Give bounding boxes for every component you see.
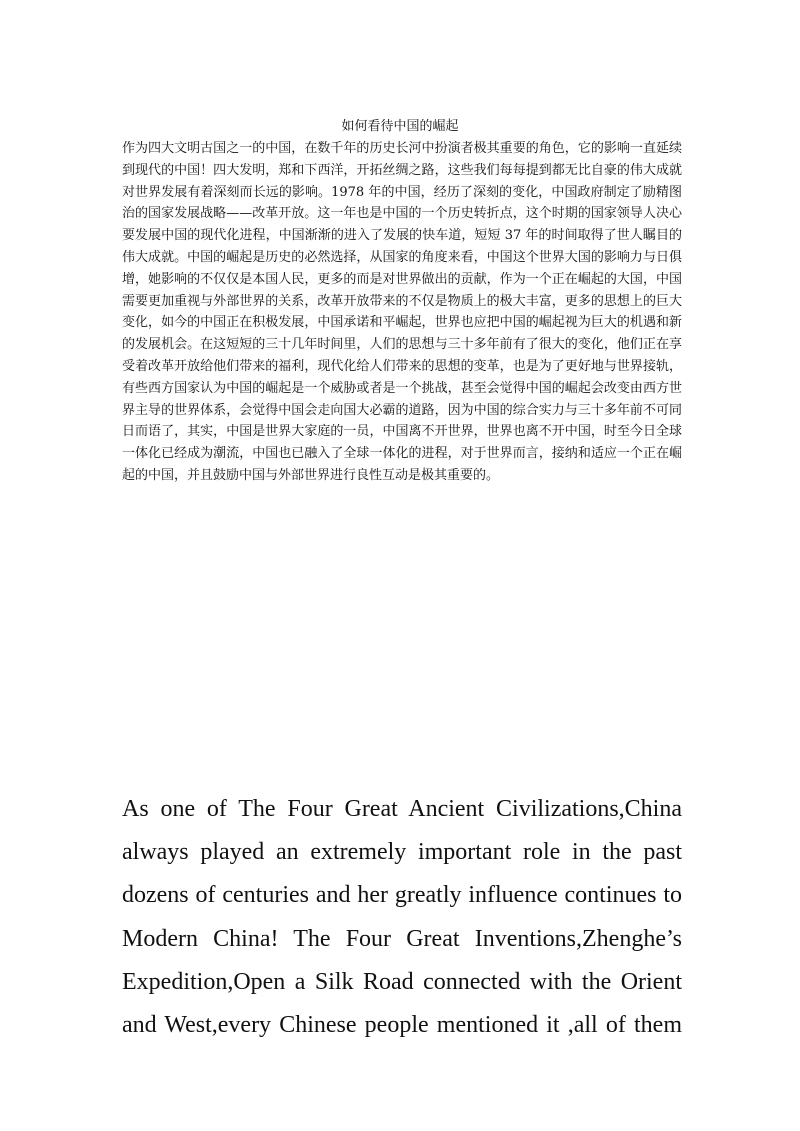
english-paragraph <box>122 788 682 1047</box>
english-line: dozens of centuries and her greatly influence continues to <box>122 882 682 909</box>
english-line: Modern China! The Four Great Inventions,Zhenghe’s <box>122 925 682 952</box>
english-line: Expedition,Open a Silk Road connected with the Orient <box>122 968 682 995</box>
chinese-paragraph: 作为四大文明古国之一的中国，在数千年的历史长河中扮演者极其重要的角色，它的影响一直延续到现代的中国！四大发明，郑和下西洋，开拓丝绸之路，这些我们每每提到都无比自豪的伟大成就对世界发展有着深刻而长远的影响。1978 年的中国，经历了深刻的变化，中国政府制定了励精图治的国家发展战略——改革开放。这一年也是中国的一个历史转折点，这个时期的国家领导人决心要发展中国的现代化进程，中国渐渐的进入了发展的快车道，短短 37 年的时间取得了世人瞩目的伟大成就。中国的崛起是历史的必然选择，从国家的角度来看，中国这个世界大国的影响力与日俱增，她影响的不仅仅是本国人民，更多的而是对世界做出的贡献，作为一个正在崛起的大国，中国需要更加重视与外部世界的关系，改革开放带来的不仅是物质上的极大丰富，更多的思想上的巨大变化，如今的中国正在积极发展，中国承诺和平崛起，世界也应把中国的崛起视为巨大的机遇和新的发展机会。在这短短的三十几年时间里，人们的思想与三十多年前有了很大的变化，他们正在享受着改革开放给他们带来的福利，现代化给人们带来的思想的变革，也是为了更好地与世界接轨，有些西方国家认为中国的崛起是一个威胁或者是一个挑战，甚至会觉得中国的崛起会改变由西方世界主导的世界体系，会觉得中国会走向国大必霸的道路，因为中国的综合实力与三十多年前不可同日而语了，其实，中国是世界大家庭的一员，中国离不开世界，世界也离不开中国，时至今日全球一体化已经成为潮流，中国也已融入了全球一体化的进程，对于世界而言，接纳和适应一个正在崛起的中国，并且鼓励中国与外部世界进行良性互动是极其重要的。 <box>122 141 682 483</box>
english-line: and West,every Chinese people mentioned it ,all of them <box>122 1012 682 1039</box>
document-title: 如何看待中国的崛起 <box>341 119 459 134</box>
english-line: always played an extremely important role in the past <box>122 839 682 866</box>
english-line: As one of The Four Great Ancient Civilizations,China <box>122 796 682 822</box>
